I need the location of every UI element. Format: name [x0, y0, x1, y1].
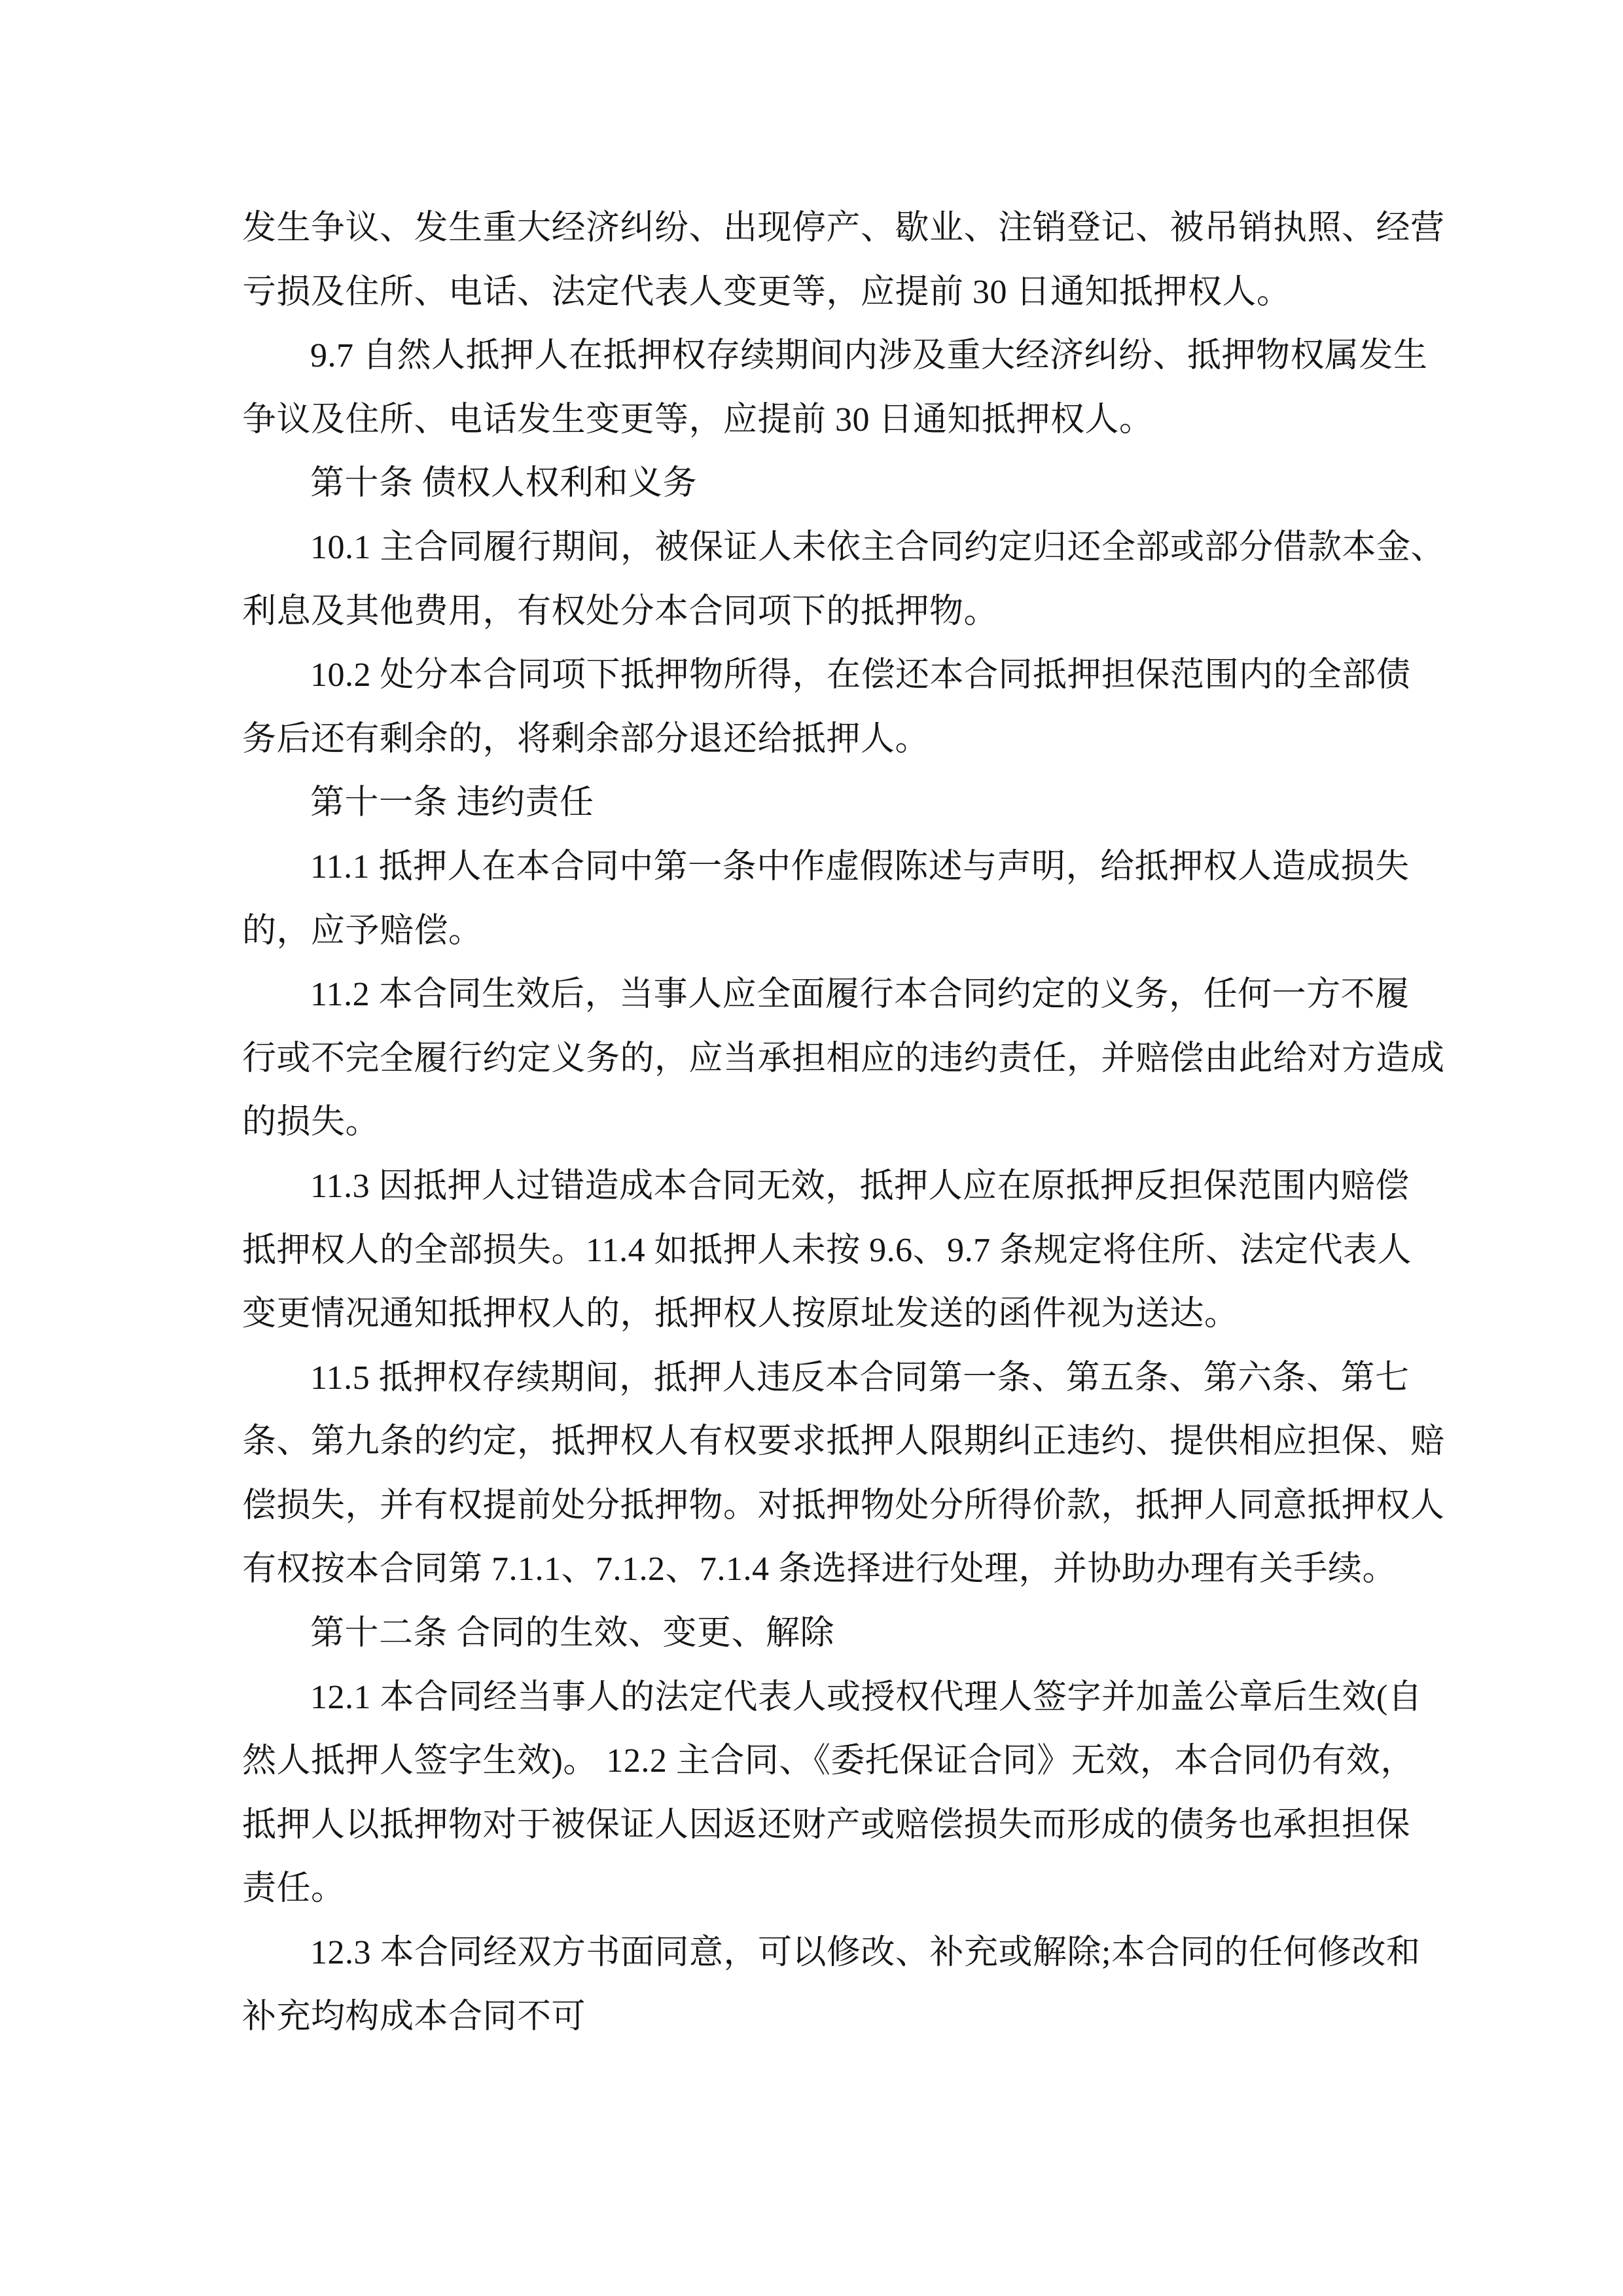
text-line: 11.3 因抵押人过错造成本合同无效，抵押人应在原抵押反担保范围内赔偿	[310, 1167, 1410, 1205]
text-line: 第十一条 违约责任	[310, 784, 594, 822]
text-line: 务后还有剩余的，将剩余部分退还给抵押人。	[242, 720, 930, 758]
text-line: 9.7 自然人抵押人在抵押权存续期间内涉及重大经济纠纷、抵押物权属发生	[310, 337, 1428, 375]
text-line: 争议及住所、电话发生变更等，应提前 30 日通知抵押权人。	[242, 401, 1154, 439]
text-line: 第十二条 合同的生效、变更、解除	[310, 1615, 835, 1653]
text-line: 11.5 抵押权存续期间，抵押人违反本合同第一条、第五条、第六条、第七	[310, 1359, 1410, 1397]
text-line: 11.2 本合同生效后，当事人应全面履行本合同约定的义务，任何一方不履	[310, 976, 1410, 1014]
text-line: 条、第九条的约定，抵押权人有权要求抵押人限期纠正违约、提供相应担保、赔	[242, 1423, 1445, 1461]
text-line: 有权按本合同第 7.1.1、7.1.2、7.1.4 条选择进行处理，并协助办理有关手续。	[242, 1551, 1397, 1588]
text-line: 第十条 债权人权利和义务	[310, 465, 698, 503]
text-line: 偿损失，并有权提前处分抵押物。对抵押物处分所得价款，抵押人同意抵押权人	[242, 1486, 1445, 1524]
text-line: 12.3 本合同经双方书面同意，可以修改、补充或解除;本合同的任何修改和	[310, 1934, 1421, 1972]
text-line: 12.1 本合同经当事人的法定代表人或授权代理人签字并加盖公章后生效(自	[310, 1678, 1423, 1716]
text-line: 补充均构成本合同不可	[242, 1998, 586, 2036]
text-line: 行或不完全履行约定义务的，应当承担相应的违约责任，并赔偿由此给对方造成	[242, 1039, 1445, 1077]
contract-text-block	[242, 196, 1446, 2049]
text-line: 抵押人以抵押物对于被保证人因返还财产或赔偿损失而形成的债务也承担担保	[242, 1806, 1411, 1844]
text-line: 然人抵押人签字生效)。 12.2 主合同、《委托保证合同》无效，本合同仍有效，	[242, 1742, 1415, 1780]
text-line: 抵押权人的全部损失。11.4 如抵押人未按 9.6、9.7 条规定将住所、法定代表人	[242, 1231, 1412, 1269]
text-line: 变更情况通知抵押权人的，抵押权人按原址发送的函件视为送达。	[242, 1295, 1239, 1333]
text-line: 亏损及住所、电话、法定代表人变更等，应提前 30 日通知抵押权人。	[242, 273, 1291, 311]
text-line: 发生争议、发生重大经济纠纷、出现停产、歇业、注销登记、被吊销执照、经营	[242, 209, 1445, 247]
text-line: 11.1 抵押人在本合同中第一条中作虚假陈述与声明，给抵押权人造成损失	[310, 848, 1410, 886]
text-line: 10.1 主合同履行期间，被保证人未依主合同约定归还全部或部分借款本金、	[310, 528, 1446, 566]
text-line: 的损失。	[242, 1103, 380, 1141]
text-line: 10.2 处分本合同项下抵押物所得，在偿还本合同抵押担保范围内的全部债	[310, 656, 1411, 694]
text-line: 的，应予赔偿。	[242, 912, 483, 950]
text-line: 利息及其他费用，有权处分本合同项下的抵押物。	[242, 592, 999, 630]
text-line: 责任。	[242, 1870, 346, 1908]
